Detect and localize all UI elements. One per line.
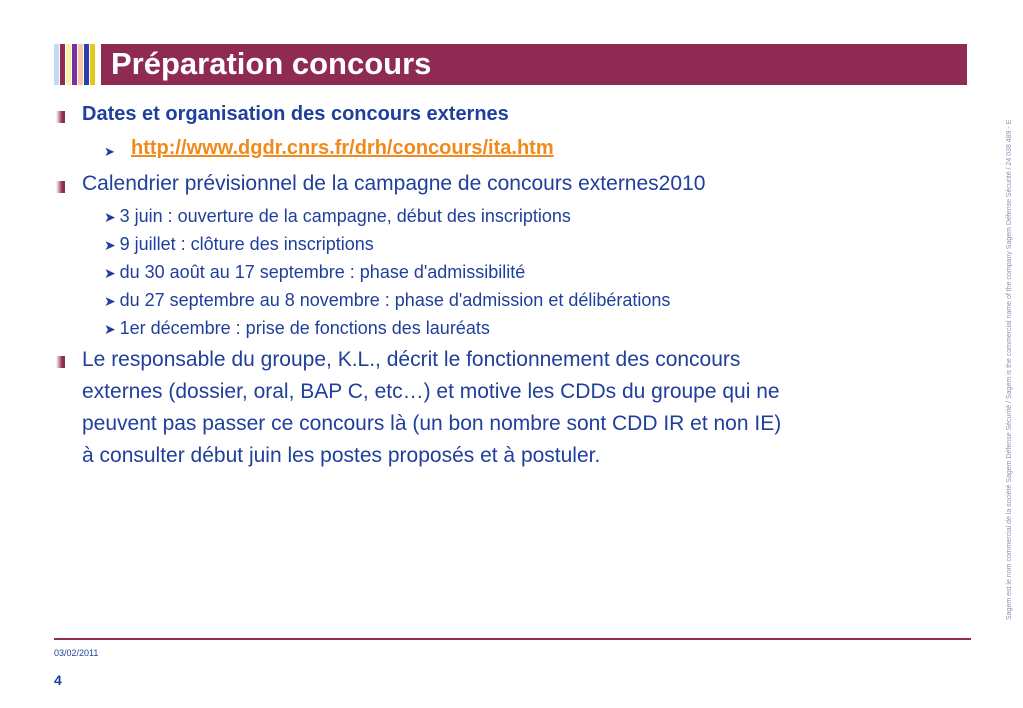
footer-date: 03/02/2011: [54, 648, 99, 658]
slide-title: Préparation concours: [111, 46, 432, 81]
logo-stripe: [60, 44, 65, 85]
arrow-bullet-icon: ➤: [104, 293, 120, 309]
section-heading-dates: Dates et organisation des concours externes: [82, 103, 509, 125]
page-number: 4: [54, 672, 62, 688]
calendar-item-text: du 27 septembre au 8 novembre : phase d'admission et délibérations: [119, 290, 671, 310]
logo-stripe: [78, 44, 83, 85]
arrow-bullet-icon: ➤: [104, 144, 115, 159]
calendar-item-text: 1er décembre : prise de fonctions des lauréats: [119, 318, 490, 338]
paragraph-line: Le responsable du groupe, K.L., décrit le fonctionnement des concours: [82, 348, 741, 371]
calendar-item: [104, 234, 374, 255]
concours-link[interactable]: http://www.dgdr.cnrs.fr/drh/concours/ita.htm: [131, 137, 554, 159]
logo-stripe: [72, 44, 77, 85]
title-bar: [101, 44, 967, 85]
bullet-icon: [56, 356, 65, 368]
logo-stripe: [66, 44, 71, 85]
calendar-item: [104, 262, 525, 283]
arrow-bullet-icon: ➤: [104, 237, 120, 253]
logo-stripes: [54, 44, 98, 85]
paragraph-line: peuvent pas passer ce concours là (un bon nombre sont CDD IR et non IE): [82, 412, 782, 435]
bullet-icon: [56, 111, 65, 123]
calendar-item: [104, 318, 490, 339]
calendar-item: [104, 206, 571, 227]
arrow-bullet-icon: ➤: [104, 321, 120, 337]
logo-stripe: [90, 44, 95, 85]
bullet-icon: [56, 181, 65, 193]
logo-stripe: [84, 44, 89, 85]
calendar-item-text: 3 juin : ouverture de la campagne, début des inscriptions: [119, 206, 571, 226]
paragraph-line: à consulter début juin les postes proposés et à postuler.: [82, 444, 601, 467]
logo-stripe: [54, 44, 59, 85]
arrow-bullet-icon: ➤: [104, 265, 120, 281]
arrow-bullet-icon: ➤: [104, 209, 120, 225]
legal-side-note: Sagem est le nom commercial de la société Sagem Défense Sécurité / Sagem is the commercial name of the company Sagem Défense Sécurité / 24 038 489 - E: [1006, 119, 1013, 620]
paragraph-line: externes (dossier, oral, BAP C, etc…) et motive les CDDs du groupe qui ne: [82, 380, 780, 403]
calendar-item: [104, 290, 670, 311]
calendar-item-text: du 30 août au 17 septembre : phase d'admissibilité: [119, 262, 526, 282]
calendar-item-text: 9 juillet : clôture des inscriptions: [119, 234, 374, 254]
section-heading-calendar: Calendrier prévisionnel de la campagne de concours externes2010: [82, 172, 706, 195]
footer-divider: [54, 638, 971, 640]
